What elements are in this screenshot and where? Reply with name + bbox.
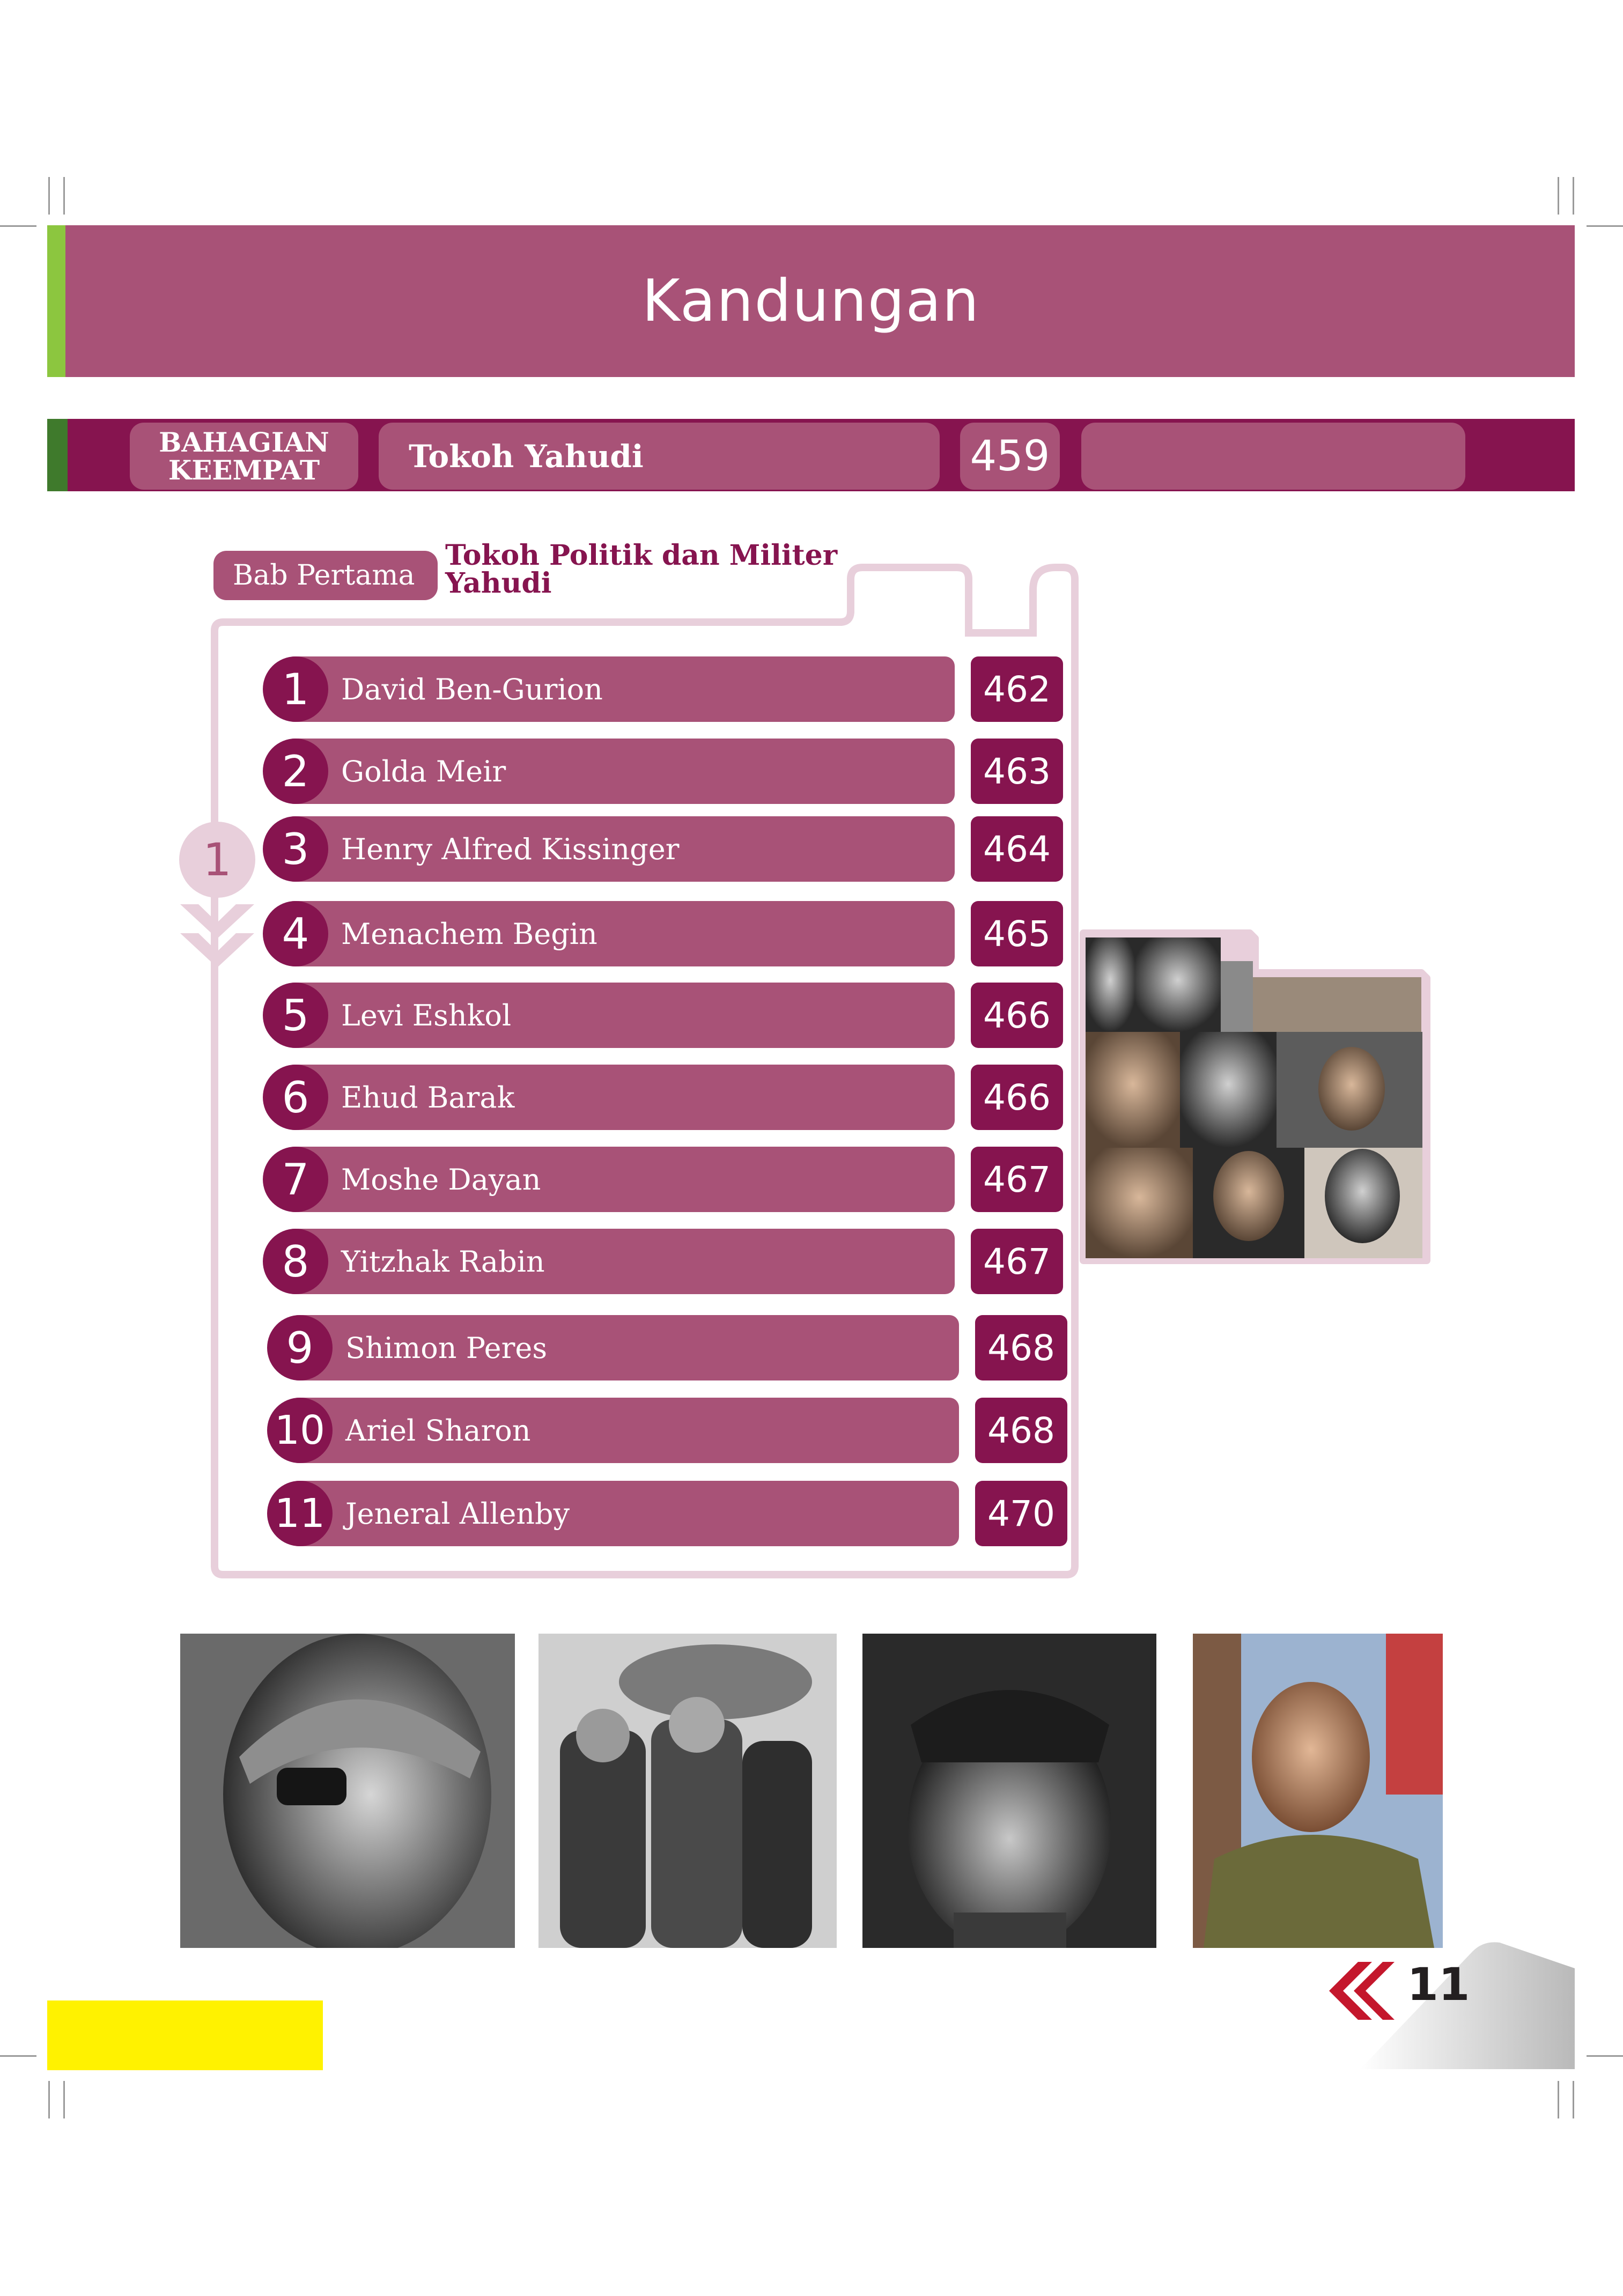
list-item[interactable]	[263, 983, 1067, 1048]
entry-page: 466	[971, 983, 1063, 1048]
part-accent-strip	[47, 419, 68, 491]
list-item[interactable]	[263, 901, 1067, 966]
entry-name: Shimon Peres	[345, 1331, 548, 1365]
list-item[interactable]	[263, 1147, 1067, 1212]
entry-name: Levi Eshkol	[341, 998, 512, 1032]
chapter-number-badge: 1	[179, 822, 255, 898]
crop-mark	[1587, 225, 1623, 227]
list-item[interactable]	[267, 1398, 1072, 1463]
entry-number: 9	[267, 1315, 333, 1380]
entry-page: 470	[975, 1481, 1067, 1546]
entry-number: 3	[263, 816, 328, 882]
part-label	[130, 423, 358, 490]
crop-mark	[0, 2055, 36, 2057]
chapter-title[interactable]	[445, 539, 853, 600]
list-item[interactable]	[263, 816, 1067, 882]
entry-name: David Ben-Gurion	[341, 672, 603, 706]
entry-page: 468	[975, 1315, 1067, 1380]
entry-page: 462	[971, 656, 1063, 722]
entry-page: 467	[971, 1147, 1063, 1212]
footer-yellow-block	[47, 2000, 323, 2070]
chapter-title-line1: Tokoh Politik dan Militer	[445, 539, 838, 572]
entry-page: 466	[971, 1065, 1063, 1130]
chapter-label: Bab Pertama	[213, 551, 438, 600]
list-item[interactable]	[267, 1315, 1072, 1380]
crop-mark	[48, 2081, 50, 2118]
part-label-line2: KEEMPAT	[168, 454, 320, 486]
photo-moshe-dayan	[180, 1634, 515, 1948]
list-item[interactable]	[267, 1481, 1072, 1546]
entry-name: Yitzhak Rabin	[341, 1244, 545, 1279]
page-title: Kandungan	[641, 268, 980, 335]
entry-page: 465	[971, 901, 1063, 966]
crop-mark	[1587, 2055, 1623, 2057]
photo-jeneral-allenby	[862, 1634, 1156, 1948]
entry-name: Ehud Barak	[341, 1080, 515, 1114]
entry-page: 463	[971, 739, 1063, 804]
crop-mark	[1573, 2081, 1574, 2118]
part-empty-box	[1081, 423, 1465, 490]
list-item[interactable]	[263, 739, 1067, 804]
entry-number: 4	[263, 901, 328, 966]
entry-name: Henry Alfred Kissinger	[341, 832, 680, 866]
page-number: 11	[1407, 1958, 1470, 2011]
chapter-title-line2: Yahudi	[445, 567, 552, 600]
entry-number: 6	[263, 1065, 328, 1130]
entry-page: 464	[971, 816, 1063, 882]
entry-name: Moshe Dayan	[341, 1162, 541, 1197]
entry-number: 7	[263, 1147, 328, 1212]
entry-number: 1	[263, 656, 328, 722]
part-page-number[interactable]: 459	[960, 423, 1060, 490]
portrait-collage	[1078, 928, 1432, 1266]
entry-name: Menachem Begin	[341, 917, 597, 951]
crop-mark	[63, 2081, 65, 2118]
crop-mark	[63, 177, 65, 215]
entry-page: 468	[975, 1398, 1067, 1463]
crop-mark	[1573, 177, 1574, 215]
chevron-down-icon	[177, 901, 257, 971]
crop-mark	[0, 225, 36, 227]
entry-name: Golda Meir	[341, 754, 506, 788]
crop-mark	[1558, 2081, 1559, 2118]
entry-number: 11	[267, 1481, 333, 1546]
entry-number: 8	[263, 1229, 328, 1294]
entry-name: Jeneral Allenby	[345, 1496, 570, 1531]
part-label-line1: BAHAGIAN	[159, 426, 329, 458]
entry-name: Ariel Sharon	[345, 1413, 531, 1448]
entry-number: 5	[263, 983, 328, 1048]
part-title[interactable]: Tokoh Yahudi	[379, 423, 940, 490]
entry-number: 2	[263, 739, 328, 804]
photo-soldiers	[538, 1634, 837, 1948]
crop-mark	[1558, 177, 1559, 215]
crop-mark	[48, 177, 50, 215]
photo-ehud-barak	[1193, 1634, 1443, 1948]
entry-page: 467	[971, 1229, 1063, 1294]
back-chevron-icon[interactable]	[1320, 1959, 1396, 2023]
list-item[interactable]	[263, 656, 1067, 722]
list-item[interactable]	[263, 1229, 1067, 1294]
entry-number: 10	[267, 1398, 333, 1463]
list-item[interactable]	[263, 1065, 1067, 1130]
